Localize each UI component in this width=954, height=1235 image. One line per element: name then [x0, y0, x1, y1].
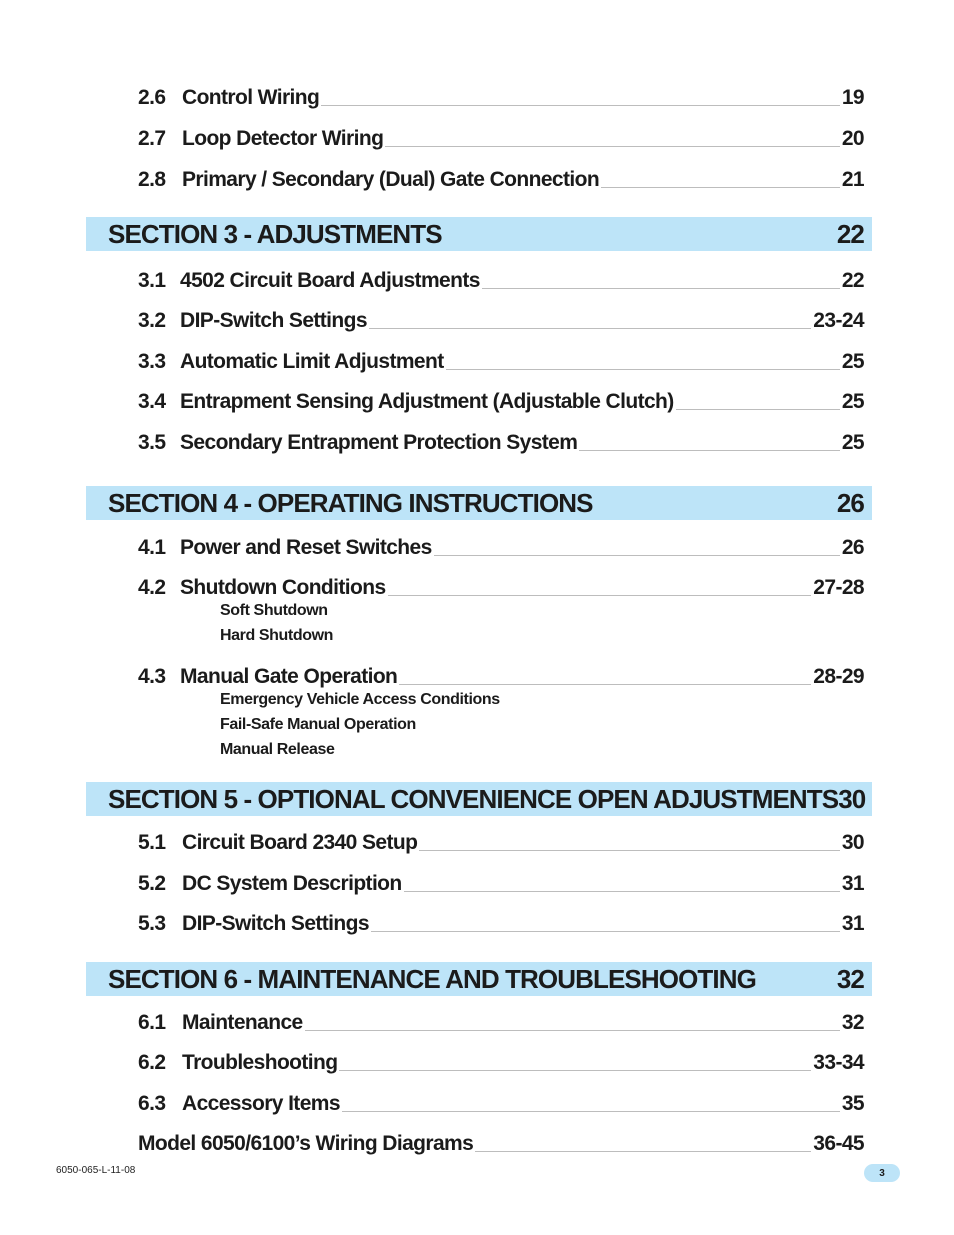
section-page: 26 — [836, 487, 864, 518]
dot-leader — [446, 368, 840, 370]
toc-subentry-hard-shutdown[interactable]: Hard Shutdown — [220, 627, 334, 644]
section-page: 30 — [838, 783, 866, 814]
entry-title: Loop Detector Wiring — [182, 127, 384, 150]
toc-entry-6-1[interactable] — [138, 1005, 864, 1035]
dot-leader — [676, 408, 840, 410]
entry-title: Circuit Board 2340 Setup — [182, 831, 418, 854]
entry-title: 4502 Circuit Board Adjustments — [180, 269, 480, 292]
toc-entry-4-1[interactable] — [138, 530, 864, 560]
toc-entry-3-2[interactable] — [138, 303, 864, 333]
entry-title: Control Wiring — [182, 86, 320, 109]
toc-entry-5-2[interactable] — [138, 866, 864, 896]
dot-leader — [579, 449, 840, 451]
entry-title: Automatic Limit Adjustment — [180, 350, 444, 373]
toc-entry-4-3[interactable] — [138, 659, 864, 689]
section-6-header[interactable] — [86, 962, 872, 996]
entry-title: DIP-Switch Settings — [182, 912, 369, 935]
toc-entry-3-5[interactable] — [138, 425, 864, 455]
dot-leader — [475, 1150, 811, 1152]
section-title: SECTION 4 - OPERATING INSTRUCTIONS — [108, 487, 593, 518]
entry-page: 27-28 — [813, 576, 864, 599]
entry-number: 6.2 — [138, 1051, 166, 1074]
dot-leader — [342, 1110, 840, 1112]
entry-number: 2.6 — [138, 86, 166, 109]
dot-leader — [321, 104, 840, 106]
toc-entry-3-1[interactable] — [138, 263, 864, 293]
entry-number: 3.5 — [138, 431, 166, 454]
entry-number: 2.7 — [138, 127, 166, 150]
entry-number: 4.1 — [138, 536, 166, 559]
toc-subentry-fail-safe-manual[interactable]: Fail-Safe Manual Operation — [220, 716, 416, 733]
entry-page: 33-34 — [813, 1051, 864, 1074]
entry-page: 31 — [841, 872, 864, 895]
entry-number: 3.2 — [138, 309, 166, 332]
entry-number: 4.3 — [138, 665, 166, 688]
section-page: 22 — [836, 218, 864, 249]
dot-leader — [482, 287, 840, 289]
toc-subentry-manual-release[interactable]: Manual Release — [220, 741, 335, 758]
entry-page: 26 — [841, 536, 864, 559]
dot-leader — [404, 890, 840, 892]
toc-subentry-soft-shutdown[interactable]: Soft Shutdown — [220, 602, 328, 619]
toc-entry-4-2[interactable] — [138, 570, 864, 600]
entry-number: 3.4 — [138, 390, 166, 413]
toc-entry-2-8[interactable] — [138, 162, 864, 192]
entry-title: Model 6050/6100’s Wiring Diagrams — [138, 1132, 474, 1155]
dot-leader — [601, 186, 840, 188]
entry-number: 5.3 — [138, 912, 166, 935]
entry-page: 30 — [841, 831, 864, 854]
toc-entry-5-3[interactable] — [138, 906, 864, 936]
entry-page: 25 — [841, 431, 864, 454]
entry-page: 32 — [841, 1011, 864, 1034]
entry-number: 3.3 — [138, 350, 166, 373]
entry-page: 21 — [841, 168, 864, 191]
entry-title: Maintenance — [182, 1011, 303, 1034]
toc-subentry-emergency-vehicle-access[interactable]: Emergency Vehicle Access Conditions — [220, 691, 500, 708]
entry-title: Primary / Secondary (Dual) Gate Connection — [182, 168, 600, 191]
entry-title: Shutdown Conditions — [180, 576, 386, 599]
toc-entry-wiring-diagrams[interactable] — [138, 1126, 864, 1156]
entry-number: 4.2 — [138, 576, 166, 599]
entry-title: DIP-Switch Settings — [180, 309, 367, 332]
toc-entry-6-2[interactable] — [138, 1045, 864, 1075]
entry-number: 5.2 — [138, 872, 166, 895]
entry-number: 6.3 — [138, 1092, 166, 1115]
page-number-badge: 3 — [864, 1164, 900, 1182]
entry-page: 20 — [841, 127, 864, 150]
document-code: 6050-065-L-11-08 — [56, 1165, 136, 1176]
entry-page: 31 — [841, 912, 864, 935]
entry-page: 36-45 — [813, 1132, 864, 1155]
section-title: SECTION 5 - OPTIONAL CONVENIENCE OPEN ADJUSTMENTS — [108, 783, 839, 814]
dot-leader — [399, 683, 811, 685]
dot-leader — [339, 1069, 811, 1071]
dot-leader — [305, 1029, 840, 1031]
entry-title: DC System Description — [182, 872, 402, 895]
section-4-header[interactable] — [86, 486, 872, 520]
toc-entry-5-1[interactable] — [138, 825, 864, 855]
toc-entry-6-3[interactable] — [138, 1086, 864, 1116]
toc-entry-3-3[interactable] — [138, 344, 864, 374]
toc-entry-2-6[interactable] — [138, 80, 864, 110]
dot-leader — [369, 327, 811, 329]
entry-title: Secondary Entrapment Protection System — [180, 431, 578, 454]
dot-leader — [419, 849, 839, 851]
section-3-header[interactable] — [86, 217, 872, 251]
entry-page: 19 — [841, 86, 864, 109]
section-title: SECTION 3 - ADJUSTMENTS — [108, 218, 442, 249]
entry-page: 23-24 — [813, 309, 864, 332]
entry-page: 28-29 — [813, 665, 864, 688]
dot-leader — [385, 145, 840, 147]
entry-title: Power and Reset Switches — [180, 536, 432, 559]
section-page: 32 — [836, 963, 864, 994]
entry-page: 25 — [841, 350, 864, 373]
entry-title: Manual Gate Operation — [180, 665, 398, 688]
entry-page: 35 — [841, 1092, 864, 1115]
entry-page: 25 — [841, 390, 864, 413]
entry-number: 6.1 — [138, 1011, 166, 1034]
toc-entry-3-4[interactable] — [138, 384, 864, 414]
dot-leader — [434, 554, 840, 556]
entry-title: Accessory Items — [182, 1092, 340, 1115]
entry-number: 3.1 — [138, 269, 166, 292]
entry-number: 2.8 — [138, 168, 166, 191]
dot-leader — [371, 930, 840, 932]
section-5-header[interactable] — [86, 782, 872, 816]
entry-number: 5.1 — [138, 831, 166, 854]
entry-page: 22 — [841, 269, 864, 292]
toc-entry-2-7[interactable] — [138, 121, 864, 151]
entry-title: Entrapment Sensing Adjustment (Adjustable Clutch) — [180, 390, 674, 413]
dot-leader — [388, 594, 812, 596]
section-title: SECTION 6 - MAINTENANCE AND TROUBLESHOOTING — [108, 963, 756, 994]
entry-title: Troubleshooting — [182, 1051, 338, 1074]
